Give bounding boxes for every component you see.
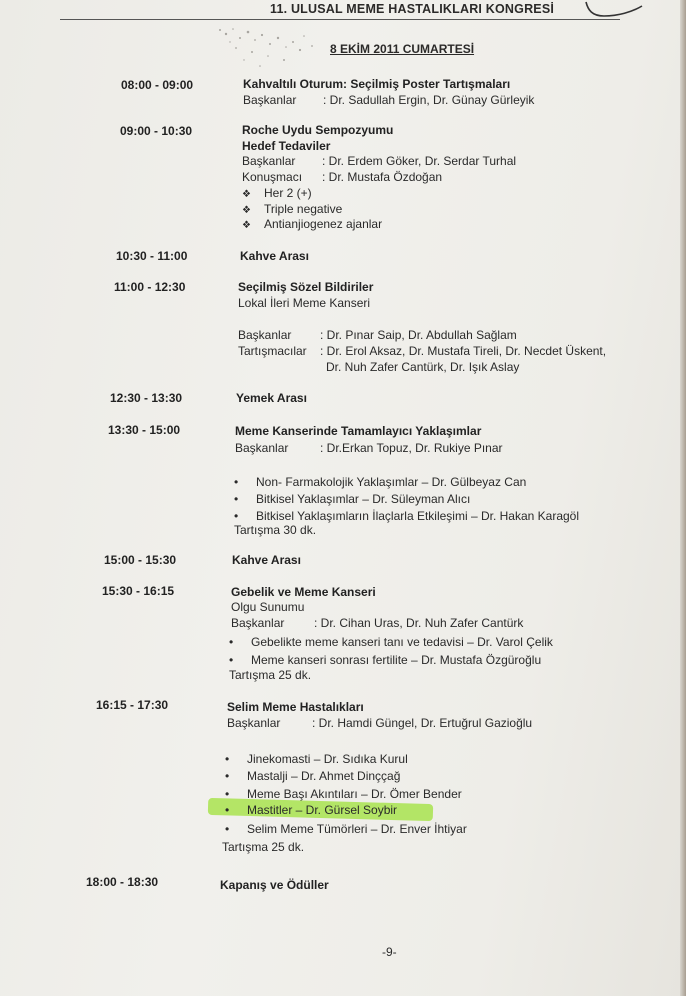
chairs-row xyxy=(243,93,534,107)
list-item-text: Meme Başı Akıntıları – Dr. Ömer Bender xyxy=(247,787,462,801)
bullet-dot-icon: • xyxy=(225,752,230,766)
discussants-row xyxy=(238,344,606,358)
session-time: 15:30 - 16:15 xyxy=(102,584,175,598)
list-item xyxy=(234,492,470,506)
session-title: Roche Uydu Sempozyumu xyxy=(242,123,394,137)
diamond-bullet-icon: ❖ xyxy=(242,220,251,231)
chairs-names: : Dr. Pınar Saip, Dr. Abdullah Sağlam xyxy=(320,328,517,342)
session-title: Kapanış ve Ödüller xyxy=(220,878,329,892)
session-time: 08:00 - 09:00 xyxy=(121,78,194,92)
list-item-text: Selim Meme Tümörleri – Dr. Enver İhtiyar xyxy=(247,822,467,836)
list-item-text: Gebelikte meme kanseri tanı ve tedavisi – Dr. Varol Çelik xyxy=(251,635,553,649)
bullet-dot-icon: • xyxy=(234,492,239,506)
list-item-text: Antianjiogenez ajanlar xyxy=(264,217,383,231)
session-title: Meme Kanserinde Tamamlayıcı Yaklaşımlar xyxy=(235,424,482,438)
diamond-bullet-icon: ❖ xyxy=(242,205,251,216)
speaker-name: : Dr. Mustafa Özdoğan xyxy=(322,170,443,184)
list-item-text: Her 2 (+) xyxy=(264,186,312,200)
session-time: 16:15 - 17:30 xyxy=(96,698,169,712)
list-item-text: Bitkisel Yaklaşımların İlaçlarla Etkileşimi – Dr. Hakan Karagöl xyxy=(256,509,580,523)
session-time: 09:00 - 10:30 xyxy=(120,124,193,138)
discussants-names-cont: Dr. Nuh Zafer Cantürk, Dr. Işık Aslay xyxy=(326,360,520,374)
congress-title: 11. ULUSAL MEME HASTALIKLARI KONGRESİ xyxy=(270,2,555,16)
bullet-dot-icon: • xyxy=(225,787,230,801)
list-item xyxy=(234,509,579,523)
list-item xyxy=(242,186,312,200)
discussants-names: : Dr. Erol Aksaz, Dr. Mustafa Tireli, Dr. Necdet Üskent, xyxy=(320,344,607,358)
chairs-names: : Dr. Hamdi Güngel, Dr. Ertuğrul Gazioğlu xyxy=(312,716,533,730)
discussion-time: Tartışma 25 dk. xyxy=(229,668,312,682)
session-title: Selim Meme Hastalıkları xyxy=(227,700,364,714)
chairs-row xyxy=(235,441,503,455)
discussion-time: Tartışma 25 dk. xyxy=(222,840,305,854)
bullet-dot-icon: • xyxy=(225,822,230,836)
ink-speckle-icon xyxy=(200,20,340,75)
chairs-label: Başkanlar xyxy=(227,716,281,730)
chairs-label: Başkanlar xyxy=(235,441,289,455)
page-edge xyxy=(680,0,686,996)
bullet-dot-icon: • xyxy=(229,653,234,667)
session-time: 12:30 - 13:30 xyxy=(110,391,183,405)
session-title: Seçilmiş Sözel Bildiriler xyxy=(238,280,374,294)
bullet-dot-icon: • xyxy=(225,769,230,783)
list-item xyxy=(225,787,462,801)
session-title: Kahvaltılı Oturum: Seçilmiş Poster Tartışmaları xyxy=(243,77,511,91)
speaker-label: Konuşmacı xyxy=(242,170,303,184)
list-item-highlighted xyxy=(225,803,397,817)
diamond-bullet-icon: ❖ xyxy=(242,189,251,200)
chairs-row xyxy=(238,328,517,342)
session-time: 10:30 - 11:00 xyxy=(116,249,188,263)
list-item xyxy=(225,752,408,766)
chairs-names: : Dr.Erkan Topuz, Dr. Rukiye Pınar xyxy=(320,441,503,455)
discussants-label: Tartışmacılar xyxy=(238,344,307,358)
chairs-label: Başkanlar xyxy=(243,93,297,107)
chairs-row xyxy=(227,716,532,730)
list-item-text: Bitkisel Yaklaşımlar – Dr. Süleyman Alıcı xyxy=(256,492,471,506)
schedule-date: 8 EKİM 2011 CUMARTESİ xyxy=(330,42,475,56)
session-time: 11:00 - 12:30 xyxy=(114,280,186,294)
chairs-row xyxy=(242,154,516,168)
list-item-text: Non- Farmakolojik Yaklaşımlar – Dr. Gülbeyaz Can xyxy=(256,475,527,489)
list-item xyxy=(242,217,382,231)
list-item xyxy=(229,653,541,667)
page-number: -9- xyxy=(382,945,397,959)
discussion-time: Tartışma 30 dk. xyxy=(234,523,317,537)
bullet-dot-icon: • xyxy=(234,509,239,523)
header-rule xyxy=(60,19,620,20)
pen-mark-icon xyxy=(584,0,644,22)
bullet-dot-icon: • xyxy=(234,475,239,489)
bullet-dot-icon: • xyxy=(229,635,234,649)
chairs-names: : Dr. Cihan Uras, Dr. Nuh Zafer Cantürk xyxy=(314,616,524,630)
chairs-row xyxy=(231,616,523,630)
list-item xyxy=(242,202,342,216)
session-title: Yemek Arası xyxy=(236,391,307,405)
speaker-row xyxy=(242,170,442,184)
chairs-names: : Dr. Sadullah Ergin, Dr. Günay Gürleyik xyxy=(323,93,535,107)
chairs-label: Başkanlar xyxy=(242,154,296,168)
session-title: Kahve Arası xyxy=(232,553,301,567)
list-item-text: Mastitler – Dr. Gürsel Soybir xyxy=(247,803,398,817)
list-item xyxy=(229,635,553,649)
session-subtitle: Hedef Tedaviler xyxy=(242,139,331,153)
session-subtitle: Olgu Sunumu xyxy=(231,600,305,614)
chairs-names: : Dr. Erdem Göker, Dr. Serdar Turhal xyxy=(322,154,517,168)
session-time: 15:00 - 15:30 xyxy=(104,553,177,567)
bullet-dot-icon: • xyxy=(225,803,230,817)
list-item-text: Meme kanseri sonrası fertilite – Dr. Mustafa Özgüroğlu xyxy=(251,653,542,667)
session-time: 13:30 - 15:00 xyxy=(108,423,181,437)
session-title: Gebelik ve Meme Kanseri xyxy=(231,585,376,599)
list-item-text: Mastalji – Dr. Ahmet Dinççağ xyxy=(247,769,401,783)
chairs-label: Başkanlar xyxy=(238,328,292,342)
list-item-text: Triple negative xyxy=(264,202,343,216)
session-time: 18:00 - 18:30 xyxy=(86,875,159,889)
list-item xyxy=(225,769,400,783)
list-item xyxy=(225,822,467,836)
list-item xyxy=(234,475,526,489)
list-item-text: Jinekomasti – Dr. Sıdıka Kurul xyxy=(247,752,408,766)
session-subtitle: Lokal İleri Meme Kanseri xyxy=(238,296,371,310)
chairs-label: Başkanlar xyxy=(231,616,285,630)
session-title: Kahve Arası xyxy=(240,249,309,263)
